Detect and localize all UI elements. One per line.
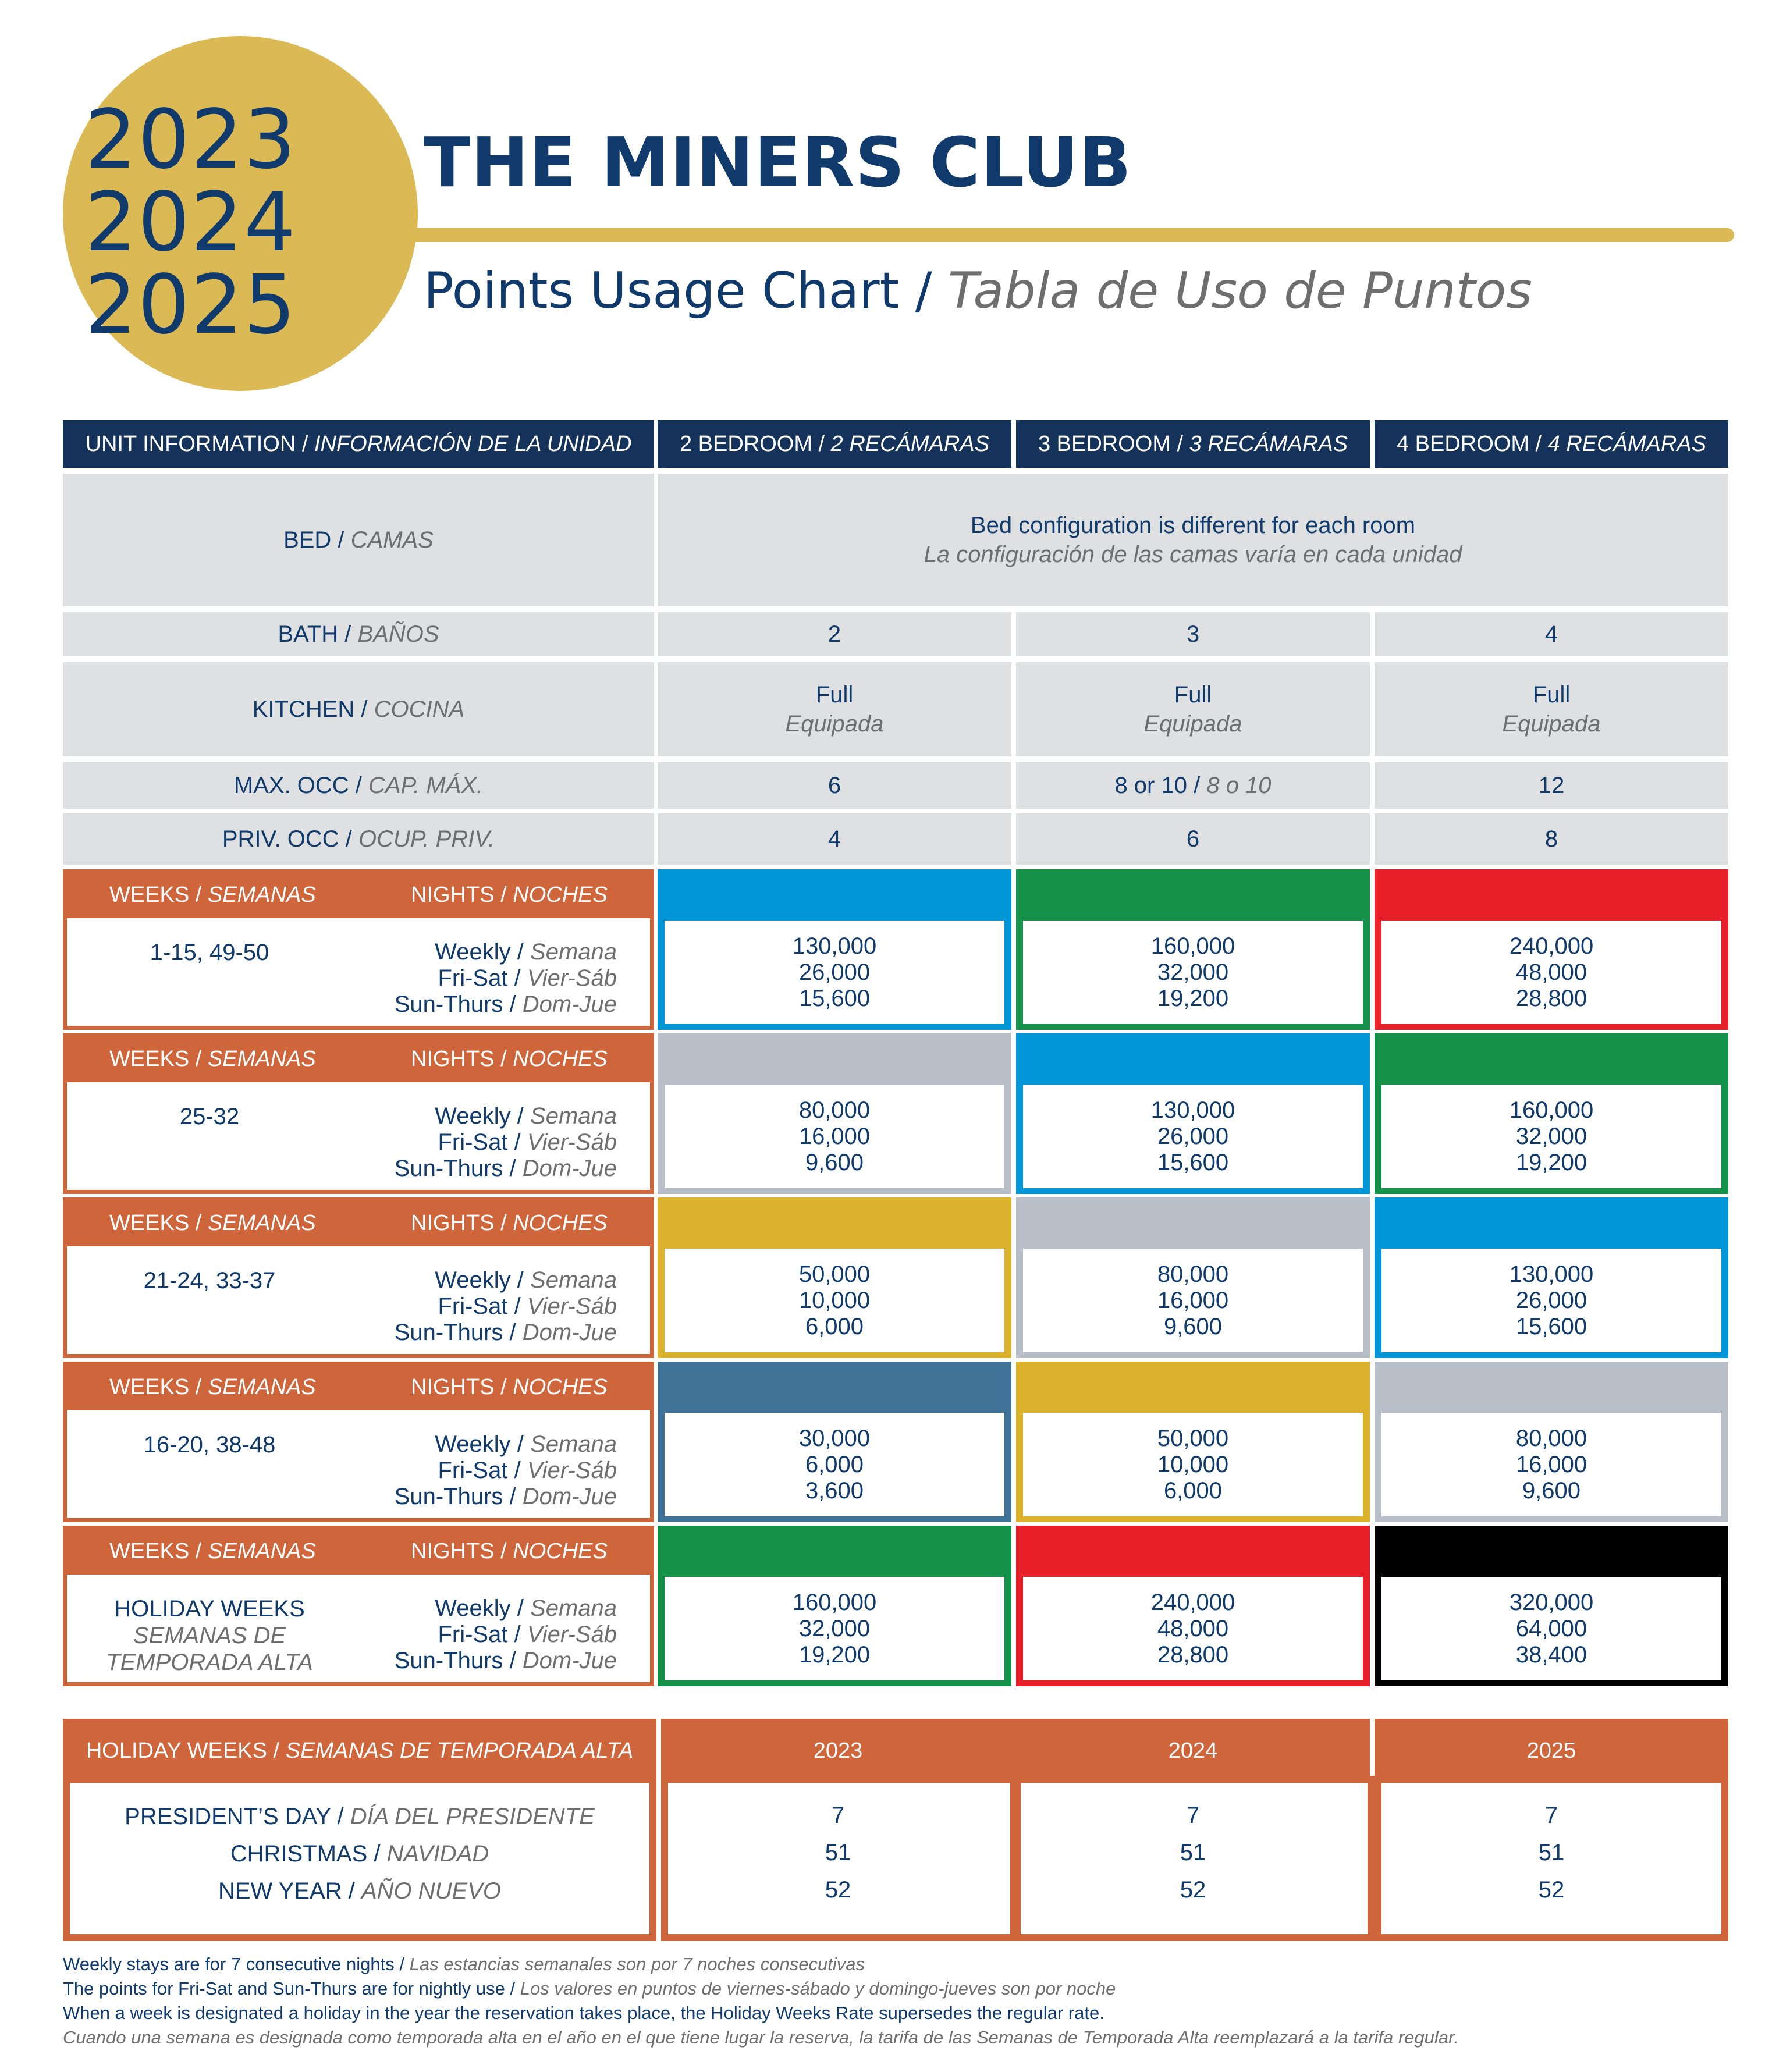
col-header-4br — [1375, 420, 1728, 468]
nights-frisat-es: Vier-Sáb — [527, 1458, 617, 1483]
points-value: 130,000 — [1150, 1097, 1235, 1123]
nights-weekly-es: Semana — [530, 939, 617, 965]
points-value: 160,000 — [1150, 933, 1235, 959]
priv-occ-4br: 8 — [1375, 813, 1728, 865]
points-value: 240,000 — [1509, 933, 1594, 959]
nights-weekly-en: Weekly / — [435, 1431, 524, 1457]
unit-info-header-en: UNIT INFORMATION / — [85, 432, 308, 456]
season-header — [63, 869, 654, 921]
points-values — [1023, 1413, 1363, 1516]
nights-weekly-es: Semana — [530, 1595, 617, 1621]
nights-weekly-en: Weekly / — [435, 939, 524, 965]
nights-weekly — [326, 1595, 617, 1622]
weeks-header-es: SEMANAS — [207, 1375, 316, 1399]
footnote-1-en: Weekly stays are for 7 consecutive nights / — [63, 1954, 404, 1974]
points-values — [665, 1577, 1004, 1680]
kitchen-3br-en: Full — [1174, 682, 1212, 708]
points-value: 160,000 — [1509, 1097, 1594, 1123]
season-weeks-value: 1-15, 49-50 — [150, 940, 269, 965]
season-weeks — [93, 1431, 326, 1458]
holiday-christmas-en: CHRISTMAS / — [230, 1841, 381, 1867]
points-values — [1023, 921, 1363, 1024]
points-value: 80,000 — [1157, 1261, 1229, 1287]
nights-header — [411, 1526, 608, 1577]
nights-weekly-es: Semana — [530, 1267, 617, 1293]
weeks-header — [109, 1197, 316, 1249]
points-value: 10,000 — [798, 1287, 871, 1313]
points-box-2br — [658, 1197, 1011, 1358]
points-value: 28,800 — [1157, 1641, 1229, 1668]
bed-value-en: Bed configuration is different for each room — [970, 513, 1416, 538]
points-values — [665, 1085, 1004, 1188]
weeks-header-en: WEEKS / — [109, 1211, 202, 1235]
points-box-3br — [1016, 1197, 1370, 1358]
season-weeks — [93, 1595, 326, 1676]
season-weeks-es-1: SEMANAS DE — [133, 1623, 286, 1648]
holiday-value: 52 — [1180, 1877, 1206, 1903]
kitchen-2br — [658, 662, 1011, 756]
nights-header-es: NOCHES — [513, 1539, 608, 1563]
kitchen-4br — [1375, 662, 1728, 756]
nights-sunthu-en: Sun-Thurs / — [394, 1320, 516, 1345]
holiday-value: 51 — [1180, 1840, 1206, 1865]
nights-sunthu-en: Sun-Thurs / — [394, 1648, 516, 1673]
bath-3br: 3 — [1016, 612, 1370, 656]
nights-header-en: NIGHTS / — [411, 883, 507, 907]
season-weeks-value: 21-24, 33-37 — [143, 1268, 276, 1293]
points-value: 130,000 — [1509, 1261, 1594, 1287]
nights-frisat-es: Vier-Sáb — [527, 1129, 617, 1155]
holiday-christmas-es: NAVIDAD — [386, 1841, 489, 1867]
points-value: 80,000 — [1515, 1425, 1587, 1451]
nights-sunthu-es: Dom-Jue — [522, 1484, 617, 1509]
nights-header — [411, 1362, 608, 1413]
points-values — [1381, 1085, 1721, 1188]
points-values — [1023, 1249, 1363, 1352]
years-list — [63, 93, 319, 353]
season-weeks-value: 25-32 — [179, 1104, 240, 1129]
bath-4br: 4 — [1375, 612, 1728, 656]
holiday-weeks-header-en: HOLIDAY WEEKS / — [86, 1738, 280, 1763]
page-title: THE MINERS CLUB — [424, 122, 1132, 202]
nights-header-es: NOCHES — [513, 883, 608, 907]
subtitle-es: Tabla de Uso de Puntos — [947, 262, 1533, 320]
points-value: 80,000 — [798, 1097, 871, 1123]
points-value: 48,000 — [1157, 1615, 1229, 1641]
nights-sunthu — [326, 1484, 617, 1510]
unit-info-header-es: INFORMACIÓN DE LA UNIDAD — [314, 432, 632, 456]
footnotes — [63, 1952, 1459, 2050]
nights-header-en: NIGHTS / — [411, 1047, 507, 1071]
points-values — [665, 921, 1004, 1024]
points-value: 6,000 — [1163, 1477, 1223, 1504]
max-occ-label-es: CAP. MÁX. — [368, 773, 484, 798]
nights-sunthu-es: Dom-Jue — [522, 991, 617, 1017]
nights-sunthu — [326, 1156, 617, 1182]
season-weeks — [93, 939, 326, 966]
holiday-value: 51 — [1538, 1840, 1565, 1865]
holiday-weeks-header-es: SEMANAS DE TEMPORADA ALTA — [285, 1738, 634, 1763]
points-values — [1381, 1577, 1721, 1680]
points-value: 26,000 — [1157, 1123, 1229, 1149]
kitchen-4br-es: Equipada — [1502, 711, 1601, 737]
holiday-presidents-es: DÍA DEL PRESIDENTE — [350, 1804, 595, 1829]
weeks-header-en: WEEKS / — [109, 1539, 202, 1563]
nights-header-en: NIGHTS / — [411, 1211, 507, 1235]
title-divider — [407, 228, 1734, 242]
points-value: 6,000 — [805, 1313, 864, 1339]
col-header-3br-en: 3 BEDROOM / — [1038, 432, 1184, 456]
footnote-1 — [63, 1952, 1459, 1977]
holiday-year-2024: 2024 — [1168, 1738, 1218, 1763]
points-value: 38,400 — [1515, 1641, 1587, 1668]
nights-header — [411, 869, 608, 921]
bed-value-es: La configuración de las camas varía en cada unidad — [924, 542, 1462, 567]
season-weeks — [93, 1103, 326, 1130]
weeks-header — [109, 1526, 316, 1577]
nights-frisat-en: Fri-Sat / — [438, 1622, 521, 1647]
nights-frisat-es: Vier-Sáb — [527, 1293, 617, 1319]
year-2: 2024 — [84, 175, 297, 270]
points-box-2br — [658, 869, 1011, 1030]
weeks-header-es: SEMANAS — [207, 1539, 316, 1563]
season-nights — [326, 1267, 617, 1346]
weeks-header-en: WEEKS / — [109, 1047, 202, 1071]
nights-frisat — [326, 1293, 617, 1320]
max-occ-2br: 6 — [658, 762, 1011, 809]
points-value: 32,000 — [1515, 1123, 1587, 1149]
points-value: 240,000 — [1150, 1589, 1235, 1615]
weeks-header-en: WEEKS / — [109, 1375, 202, 1399]
nights-frisat-es: Vier-Sáb — [527, 965, 617, 991]
points-box-3br — [1016, 869, 1370, 1030]
nights-frisat-en: Fri-Sat / — [438, 1458, 521, 1483]
row-label-max-occ — [63, 762, 654, 809]
footnote-1-es: Las estancias semanales son por 7 noches consecutivas — [409, 1954, 865, 1974]
unit-info-header — [63, 420, 654, 468]
nights-weekly-en: Weekly / — [435, 1103, 524, 1129]
holiday-value: 52 — [825, 1877, 851, 1903]
holiday-weeks-header — [63, 1719, 656, 1783]
bath-2br: 2 — [658, 612, 1011, 656]
holiday-year-2023: 2023 — [813, 1738, 863, 1763]
points-value: 9,600 — [805, 1149, 864, 1175]
points-value: 3,600 — [805, 1477, 864, 1504]
priv-occ-2br: 4 — [658, 813, 1011, 865]
season-nights — [326, 1595, 617, 1674]
points-values — [665, 1413, 1004, 1516]
points-values — [665, 1249, 1004, 1352]
points-values — [1023, 1577, 1363, 1680]
kitchen-label-es: COCINA — [374, 696, 465, 722]
kitchen-3br-es: Equipada — [1143, 711, 1242, 737]
points-box-3br — [1016, 1362, 1370, 1522]
points-value: 28,800 — [1515, 985, 1587, 1011]
footnote-2-en: The points for Fri-Sat and Sun-Thurs are for nightly use / — [63, 1978, 516, 1999]
points-value: 50,000 — [798, 1261, 871, 1287]
col-header-3br-es: 3 RECÁMARAS — [1189, 432, 1348, 456]
nights-header-es: NOCHES — [513, 1211, 608, 1235]
max-occ-3br — [1016, 762, 1370, 809]
points-value: 32,000 — [1157, 959, 1229, 985]
holiday-value: 7 — [1544, 1803, 1558, 1828]
priv-occ-label-es: OCUP. PRIV. — [358, 826, 495, 852]
nights-header-en: NIGHTS / — [411, 1375, 507, 1399]
kitchen-3br — [1016, 662, 1370, 756]
season-nights — [326, 1431, 617, 1510]
nights-sunthu-es: Dom-Jue — [522, 1156, 617, 1181]
points-value: 64,000 — [1515, 1615, 1587, 1641]
nights-weekly — [326, 1103, 617, 1129]
points-box-4br — [1375, 869, 1728, 1030]
bed-label-es: CAMAS — [350, 527, 434, 553]
season-weeks-en: HOLIDAY WEEKS — [114, 1596, 305, 1622]
points-box-4br — [1375, 1526, 1728, 1686]
points-values — [1381, 921, 1721, 1024]
footnote-4: Cuando una semana es designada como temporada alta en el año en el que tiene lugar la reserva, la tarifa de las Semanas de Temporada Alta reemplazará a la tarifa regular. — [63, 2027, 1459, 2048]
col-header-2br — [658, 420, 1011, 468]
points-box-4br — [1375, 1033, 1728, 1194]
holiday-value: 52 — [1538, 1877, 1565, 1903]
weeks-header — [109, 1033, 316, 1085]
holiday-presidents-en: PRESIDENT’S DAY / — [125, 1804, 344, 1829]
season-weeks — [93, 1267, 326, 1294]
kitchen-2br-en: Full — [815, 682, 854, 708]
year-3: 2025 — [84, 258, 297, 353]
points-value: 16,000 — [1157, 1287, 1229, 1313]
points-box-2br — [658, 1526, 1011, 1686]
page-subtitle — [424, 262, 1532, 320]
nights-sunthu-en: Sun-Thurs / — [394, 1484, 516, 1509]
max-occ-3br-es: 8 o 10 — [1206, 773, 1272, 798]
season-nights — [326, 1103, 617, 1182]
row-label-priv-occ — [63, 813, 654, 865]
points-value: 16,000 — [1515, 1451, 1587, 1477]
nights-weekly — [326, 1431, 617, 1458]
nights-sunthu-es: Dom-Jue — [522, 1648, 617, 1673]
subtitle-en: Points Usage Chart / — [424, 262, 932, 320]
nights-sunthu-en: Sun-Thurs / — [394, 991, 516, 1017]
points-value: 30,000 — [798, 1425, 871, 1451]
weeks-header-es: SEMANAS — [207, 883, 316, 907]
kitchen-label-en: KITCHEN / — [252, 696, 368, 722]
weeks-header-es: SEMANAS — [207, 1047, 316, 1071]
nights-frisat — [326, 1458, 617, 1484]
season-header — [63, 1526, 654, 1577]
weeks-header — [109, 1362, 316, 1413]
points-value: 19,200 — [1157, 985, 1229, 1011]
points-value: 6,000 — [805, 1451, 864, 1477]
nights-sunthu — [326, 1320, 617, 1346]
nights-weekly-en: Weekly / — [435, 1595, 524, 1621]
nights-sunthu-es: Dom-Jue — [522, 1320, 617, 1345]
points-values — [1381, 1413, 1721, 1516]
points-value: 48,000 — [1515, 959, 1587, 985]
col-header-2br-es: 2 RECÁMARAS — [830, 432, 990, 456]
holiday-new-year-en: NEW YEAR / — [218, 1878, 355, 1904]
season-header — [63, 1362, 654, 1413]
holiday-year-2025: 2025 — [1526, 1738, 1576, 1763]
max-occ-3br-en: 8 or 10 / — [1114, 773, 1201, 798]
points-value: 160,000 — [792, 1589, 877, 1615]
points-box-4br — [1375, 1362, 1728, 1522]
season-weeks-value: 16-20, 38-48 — [143, 1432, 276, 1458]
nights-header-es: NOCHES — [513, 1375, 608, 1399]
points-value: 9,600 — [1163, 1313, 1223, 1339]
max-occ-4br: 12 — [1375, 762, 1728, 809]
points-box-3br — [1016, 1033, 1370, 1194]
max-occ-label-en: MAX. OCC / — [233, 773, 362, 798]
weeks-header-en: WEEKS / — [109, 883, 202, 907]
nights-sunthu — [326, 991, 617, 1018]
points-values — [1023, 1085, 1363, 1188]
col-header-4br-en: 4 BEDROOM / — [1396, 432, 1542, 456]
season-header — [63, 1197, 654, 1249]
points-value: 26,000 — [1515, 1287, 1587, 1313]
nights-frisat-es: Vier-Sáb — [527, 1622, 617, 1647]
row-label-bed — [63, 474, 654, 606]
nights-frisat-en: Fri-Sat / — [438, 965, 521, 991]
points-value: 15,600 — [798, 985, 871, 1011]
nights-frisat — [326, 1129, 617, 1156]
points-value: 15,600 — [1515, 1313, 1587, 1339]
priv-occ-label-en: PRIV. OCC / — [222, 826, 352, 852]
holiday-new-year-es: AÑO NUEVO — [361, 1878, 502, 1904]
bath-label-es: BAÑOS — [357, 621, 439, 647]
nights-frisat-en: Fri-Sat / — [438, 1129, 521, 1155]
nights-weekly-en: Weekly / — [435, 1267, 524, 1293]
holiday-row-christmas — [63, 1835, 656, 1872]
points-values — [1381, 1249, 1721, 1352]
points-value: 16,000 — [798, 1123, 871, 1149]
nights-header-es: NOCHES — [513, 1047, 608, 1071]
nights-header — [411, 1197, 608, 1249]
nights-header — [411, 1033, 608, 1085]
holiday-value: 51 — [825, 1840, 851, 1865]
kitchen-4br-en: Full — [1532, 682, 1571, 708]
bath-label-en: BATH / — [278, 621, 351, 647]
col-header-2br-en: 2 BEDROOM / — [679, 432, 825, 456]
season-nights — [326, 939, 617, 1018]
nights-sunthu-en: Sun-Thurs / — [394, 1156, 516, 1181]
points-value: 15,600 — [1157, 1149, 1229, 1175]
kitchen-2br-es: Equipada — [785, 711, 884, 737]
footnote-3: When a week is designated a holiday in the year the reservation takes place, the Holiday Weeks Rate supersedes the regular rate. — [63, 2003, 1104, 2023]
bed-label-en: BED / — [283, 527, 344, 553]
season-header — [63, 1033, 654, 1085]
points-value: 50,000 — [1157, 1425, 1229, 1451]
nights-frisat — [326, 965, 617, 991]
points-value: 32,000 — [798, 1615, 871, 1641]
points-box-2br — [658, 1362, 1011, 1522]
points-value: 19,200 — [1515, 1149, 1587, 1175]
points-box-4br — [1375, 1197, 1728, 1358]
points-box-2br — [658, 1033, 1011, 1194]
footnote-2 — [63, 1977, 1459, 2001]
footnote-2-es: Los valores en puntos de viernes-sábado y domingo-jueves son por noche — [520, 1978, 1116, 1999]
points-box-3br — [1016, 1526, 1370, 1686]
col-header-4br-es: 4 RECÁMARAS — [1547, 432, 1707, 456]
bed-value — [658, 474, 1728, 606]
points-value: 130,000 — [792, 933, 877, 959]
points-value: 19,200 — [798, 1641, 871, 1668]
nights-weekly-es: Semana — [530, 1431, 617, 1457]
nights-weekly-es: Semana — [530, 1103, 617, 1129]
points-value: 9,600 — [1522, 1477, 1581, 1504]
holiday-value: 7 — [1186, 1803, 1200, 1828]
points-value: 26,000 — [798, 959, 871, 985]
row-label-bath — [63, 612, 654, 656]
col-header-3br — [1016, 420, 1370, 468]
row-label-kitchen — [63, 662, 654, 756]
nights-weekly — [326, 1267, 617, 1293]
points-value: 320,000 — [1509, 1589, 1594, 1615]
nights-frisat — [326, 1622, 617, 1648]
nights-weekly — [326, 939, 617, 965]
nights-frisat-en: Fri-Sat / — [438, 1293, 521, 1319]
points-value: 10,000 — [1157, 1451, 1229, 1477]
holiday-row-presidents — [63, 1798, 656, 1835]
weeks-header — [109, 869, 316, 921]
nights-sunthu — [326, 1648, 617, 1674]
priv-occ-3br: 6 — [1016, 813, 1370, 865]
holiday-row-new-year — [63, 1872, 656, 1910]
year-1: 2023 — [84, 93, 297, 187]
holiday-value: 7 — [831, 1803, 845, 1828]
season-weeks-es-2: TEMPORADA ALTA — [106, 1650, 313, 1675]
weeks-header-es: SEMANAS — [207, 1211, 316, 1235]
nights-header-en: NIGHTS / — [411, 1539, 507, 1563]
